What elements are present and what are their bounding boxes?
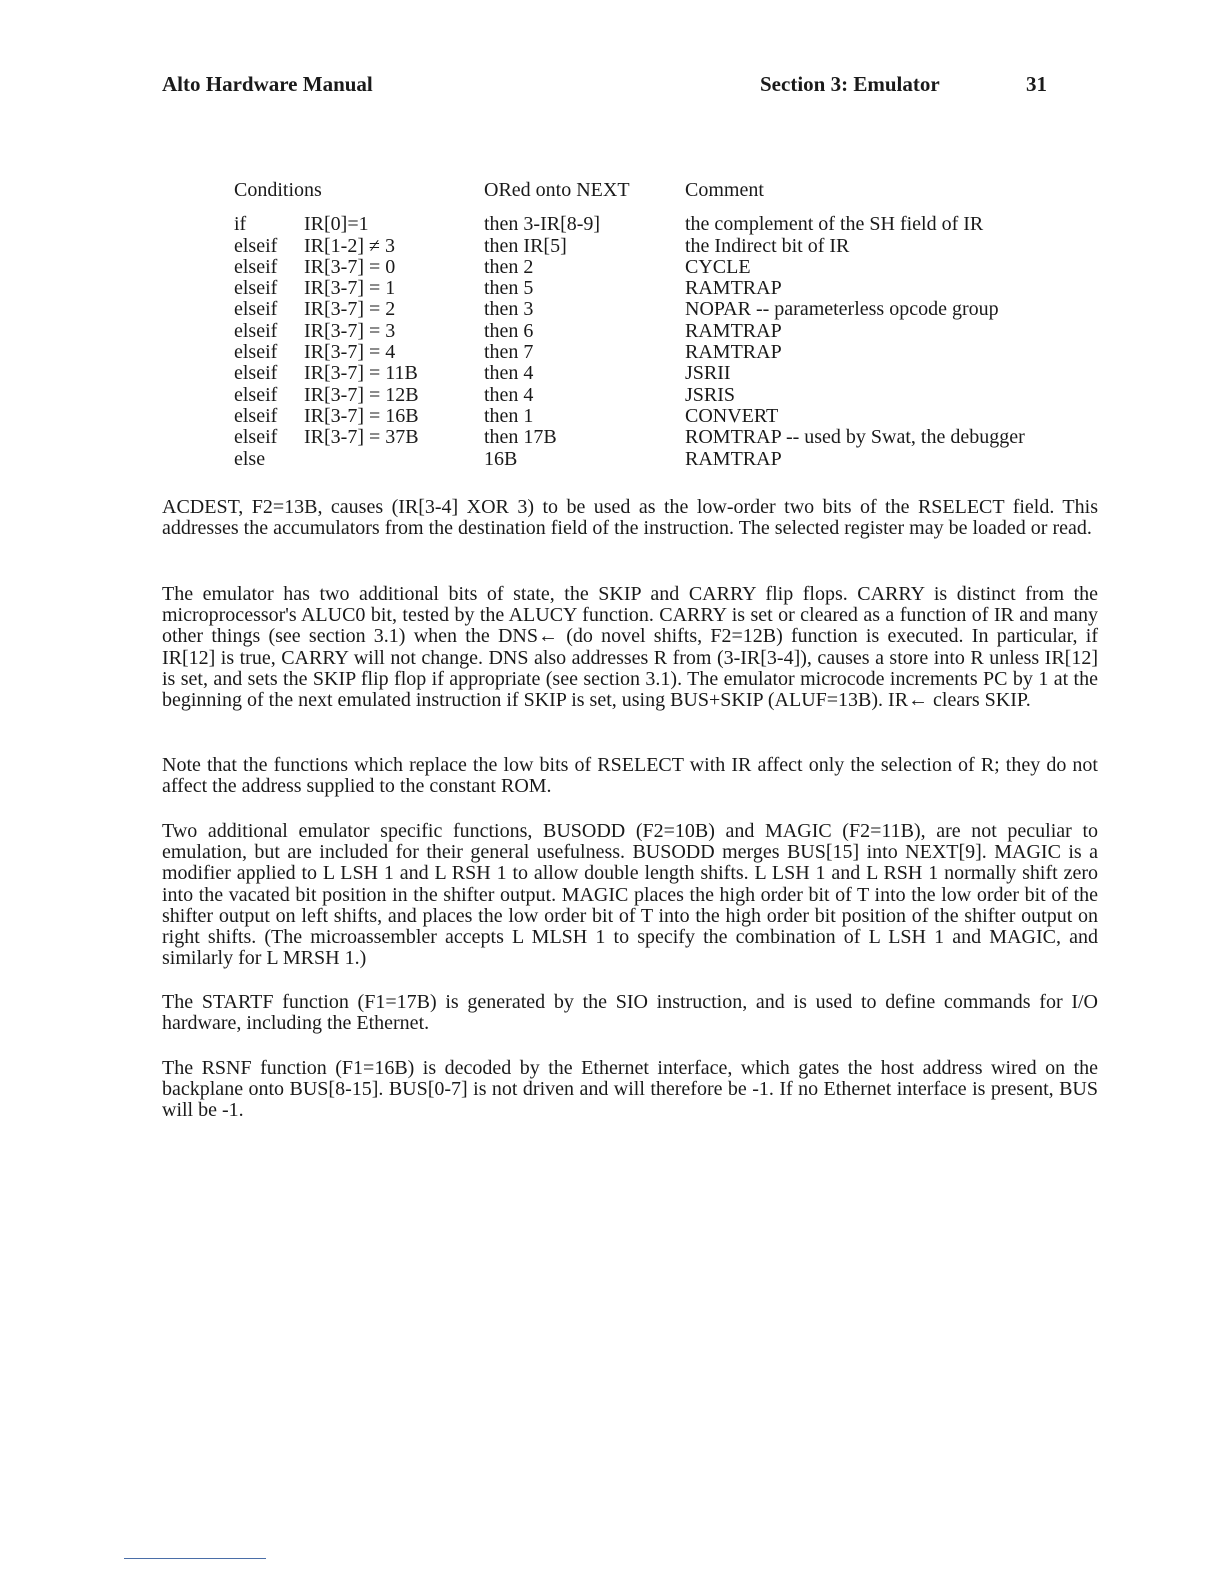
cell-comment: RAMTRAP <box>685 319 782 342</box>
cell-keyword: elseif <box>234 362 278 385</box>
running-header-title: Alto Hardware Manual <box>162 72 373 96</box>
header-conditions: Conditions <box>234 179 322 201</box>
cell-comment: the Indirect bit of IR <box>685 234 850 257</box>
cell-next: then 17B <box>484 426 557 449</box>
cell-condition: IR[3-7] = 16B <box>304 404 419 427</box>
paragraph-rsnf: The RSNF function (F1=16B) is decoded by the Ethernet interface, which gates the host address wired on the backplane onto BUS[8-15]. BUS[0-7] is not driven and will therefore be -1. If no Ethernet interface is present, BUS will be -1. <box>162 1057 1098 1122</box>
cell-comment: the complement of the SH field of IR <box>685 213 984 236</box>
cell-condition: IR[3-7] = 12B <box>304 383 419 406</box>
next-conditions-table <box>234 180 1025 470</box>
cell-comment: JSRIS <box>685 383 736 406</box>
header-ored-onto-next: ORed onto NEXT <box>484 179 630 201</box>
cell-condition: IR[3-7] = 37B <box>304 426 419 449</box>
cell-comment: RAMTRAP <box>685 341 782 364</box>
cell-keyword: if <box>234 213 247 236</box>
cell-keyword: else <box>234 447 266 470</box>
header-comment: Comment <box>685 179 764 201</box>
table-row <box>234 363 1025 384</box>
table-header-row <box>234 180 1025 214</box>
cell-next: then 3 <box>484 298 534 321</box>
cell-comment: RAMTRAP <box>685 447 782 470</box>
cell-keyword: elseif <box>234 298 278 321</box>
cell-comment: CONVERT <box>685 404 779 427</box>
cell-next: then 1 <box>484 404 534 427</box>
paragraph-acdest: ACDEST, F2=13B, causes (IR[3-4] XOR 3) to be used as the low-order two bits of the RSELECT field. This addresses the accumulators from the destination field of the instruction. The selected register may be loaded or read. <box>162 496 1098 540</box>
cell-next: then 7 <box>484 341 534 364</box>
cell-condition: IR[3-7] = 3 <box>304 319 396 342</box>
cell-keyword: elseif <box>234 319 278 342</box>
cell-keyword: elseif <box>234 341 278 364</box>
cell-condition: IR[3-7] = 11B <box>304 362 418 385</box>
cell-next: then 3-IR[8-9] <box>484 213 601 236</box>
footnote-rule <box>124 1558 266 1559</box>
cell-keyword: elseif <box>234 277 278 300</box>
cell-next: then IR[5] <box>484 234 567 257</box>
cell-comment: ROMTRAP -- used by Swat, the debugger <box>685 426 1025 449</box>
page-number: 31 <box>1026 72 1047 96</box>
cell-keyword: elseif <box>234 234 278 257</box>
cell-comment: RAMTRAP <box>685 277 782 300</box>
paragraph-skip-carry: The emulator has two additional bits of state, the SKIP and CARRY flip flops. CARRY is distinct from the microprocessor's ALUC0 bit, tested by the ALUCY function. CARRY is set or cleared as a function of IR and many other things (see section 3.1) when the DNS← (do novel shifts, F2=12B) function is executed. In particular, if IR[12] is true, CARRY will not change. DNS also addresses R from (3-IR[3-4]), causes a store into R unless IR[12] is set, and sets the SKIP flip flop if appropriate (see section 3.1). The emulator microcode increments PC by 1 at the beginning of the next emulated instruction if SKIP is set, using BUS+SKIP (ALUF=13B). IR← clears SKIP. <box>162 583 1098 712</box>
cell-keyword: elseif <box>234 426 278 449</box>
cell-condition: IR[3-7] = 2 <box>304 298 396 321</box>
cell-keyword: elseif <box>234 255 278 278</box>
cell-next: then 5 <box>484 277 534 300</box>
running-header-section: Section 3: Emulator <box>760 72 940 96</box>
cell-condition: IR[3-7] = 4 <box>304 341 396 364</box>
cell-comment: NOPAR -- parameterless opcode group <box>685 298 999 321</box>
cell-next: then 4 <box>484 383 534 406</box>
table-row <box>234 214 1025 235</box>
cell-condition: IR[1-2] ≠ 3 <box>304 234 395 257</box>
cell-condition: IR[0]=1 <box>304 213 369 236</box>
paragraph-rselect-note: Note that the functions which replace the low bits of RSELECT with IR affect only the selection of R; they do not affect the address supplied to the constant ROM. <box>162 754 1098 798</box>
table-row <box>234 385 1025 406</box>
cell-condition: IR[3-7] = 1 <box>304 277 396 300</box>
paragraph-startf: The STARTF function (F1=17B) is generated by the SIO instruction, and is used to define commands for I/O hardware, including the Ethernet. <box>162 991 1098 1035</box>
table-row <box>234 321 1025 342</box>
table-row <box>234 236 1025 257</box>
cell-keyword: elseif <box>234 404 278 427</box>
cell-condition <box>304 449 484 470</box>
paragraph-busodd-magic: Two additional emulator specific functions, BUSODD (F2=10B) and MAGIC (F2=11B), are not peculiar to emulation, but are included for their general usefulness. BUSODD merges BUS[15] into NEXT[9]. MAGIC is a modifier applied to L LSH 1 and L RSH 1 to allow double length shifts. L LSH 1 and L RSH 1 normally shift zero into the vacated bit position in the shifter output. MAGIC places the high order bit of T into the low order bit of the shifter output on left shifts, and places the low order bit of T into the high order bit position of the shifter output on right shifts. (The microassembler accepts L MLSH 1 to specify the combination of L LSH 1 and MAGIC, and similarly for L MRSH 1.) <box>162 820 1098 970</box>
cell-condition: IR[3-7] = 0 <box>304 255 396 278</box>
cell-next: then 6 <box>484 319 534 342</box>
table-row <box>234 299 1025 320</box>
cell-comment: JSRII <box>685 362 731 385</box>
cell-comment: CYCLE <box>685 255 751 278</box>
cell-keyword: elseif <box>234 383 278 406</box>
table-row <box>234 449 1025 470</box>
cell-next: then 4 <box>484 362 534 385</box>
table-row <box>234 427 1025 448</box>
table-row <box>234 342 1025 363</box>
cell-next: 16B <box>484 447 518 470</box>
table-row <box>234 406 1025 427</box>
table-row <box>234 257 1025 278</box>
cell-next: then 2 <box>484 255 534 278</box>
table-row <box>234 278 1025 299</box>
